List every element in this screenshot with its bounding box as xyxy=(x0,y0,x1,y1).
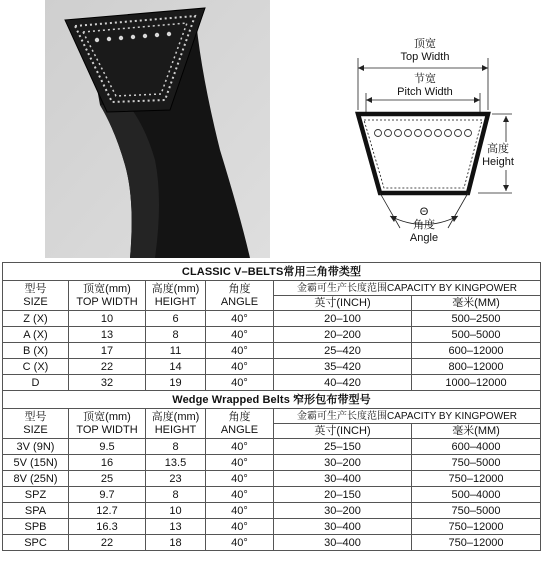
belt-spec-table xyxy=(2,262,541,551)
table-row xyxy=(3,343,541,359)
cell-height: 8 xyxy=(146,487,206,503)
cell-inch: 20–100 xyxy=(274,311,412,327)
cell-inch: 25–150 xyxy=(274,439,412,455)
cell-inch: 30–400 xyxy=(274,471,412,487)
cell-mm: 600–4000 xyxy=(412,439,541,455)
cell-angle: 40° xyxy=(206,327,274,343)
cell-height: 23 xyxy=(146,471,206,487)
cell-top: 9.5 xyxy=(69,439,146,455)
cell-size: D xyxy=(3,375,69,391)
cell-inch: 20–200 xyxy=(274,327,412,343)
table-row xyxy=(3,471,541,487)
cell-angle: 40° xyxy=(206,375,274,391)
cell-top: 16 xyxy=(69,455,146,471)
pitch-width-cn-label: 节宽 xyxy=(414,73,436,85)
cell-mm: 750–12000 xyxy=(412,519,541,535)
cell-mm: 500–2500 xyxy=(412,311,541,327)
cell-height: 10 xyxy=(146,503,206,519)
cell-top: 10 xyxy=(69,311,146,327)
cell-mm: 1000–12000 xyxy=(412,375,541,391)
cell-size: 8V (25N) xyxy=(3,471,69,487)
table-row xyxy=(3,439,541,455)
cell-size: SPB xyxy=(3,519,69,535)
header-angle: 角度 ANGLE xyxy=(206,409,274,439)
wedge-title: Wedge Wrapped Belts 窄形包布带型号 xyxy=(3,391,541,409)
header-top-width: 顶宽(mm) TOP WIDTH xyxy=(69,281,146,311)
table-row xyxy=(3,519,541,535)
header-inch: 英寸(INCH) xyxy=(274,424,412,439)
wedge-title-row xyxy=(3,391,541,409)
angle-symbol-label: Θ xyxy=(419,206,429,218)
cell-angle: 40° xyxy=(206,487,274,503)
cell-top: 22 xyxy=(69,359,146,375)
cell-mm: 750–12000 xyxy=(412,471,541,487)
cell-inch: 30–400 xyxy=(274,519,412,535)
cell-angle: 40° xyxy=(206,535,274,551)
header-angle: 角度 ANGLE xyxy=(206,281,274,311)
cell-size: SPZ xyxy=(3,487,69,503)
cell-top: 13 xyxy=(69,327,146,343)
cell-mm: 600–12000 xyxy=(412,343,541,359)
v-belt-photo xyxy=(45,0,270,258)
cell-height: 11 xyxy=(146,343,206,359)
header-inch: 英寸(INCH) xyxy=(274,296,412,311)
cell-angle: 40° xyxy=(206,343,274,359)
cell-height: 8 xyxy=(146,327,206,343)
table-row xyxy=(3,327,541,343)
table-row xyxy=(3,503,541,519)
belt-cross-section-diagram xyxy=(340,38,520,263)
cell-height: 19 xyxy=(146,375,206,391)
cell-mm: 750–12000 xyxy=(412,535,541,551)
header-mm: 毫米(MM) xyxy=(412,424,541,439)
angle-cn-label: 角度 xyxy=(413,219,435,231)
cell-top: 22 xyxy=(69,535,146,551)
header-capacity: 金霸可生产长度范围CAPACITY BY KINGPOWER xyxy=(274,409,541,424)
cell-height: 18 xyxy=(146,535,206,551)
cell-height: 13 xyxy=(146,519,206,535)
cell-angle: 40° xyxy=(206,311,274,327)
cell-mm: 500–4000 xyxy=(412,487,541,503)
cell-size: SPA xyxy=(3,503,69,519)
cell-size: A (X) xyxy=(3,327,69,343)
cell-top: 9.7 xyxy=(69,487,146,503)
cell-angle: 40° xyxy=(206,439,274,455)
cell-height: 6 xyxy=(146,311,206,327)
header-mm: 毫米(MM) xyxy=(412,296,541,311)
cell-inch: 30–200 xyxy=(274,455,412,471)
height-cn-label: 高度 xyxy=(487,143,509,155)
cell-inch: 25–420 xyxy=(274,343,412,359)
wedge-header-row-1 xyxy=(3,409,541,424)
table-row xyxy=(3,455,541,471)
cell-inch: 35–420 xyxy=(274,359,412,375)
table-row xyxy=(3,535,541,551)
table-row xyxy=(3,311,541,327)
top-width-en-label: Top Width xyxy=(400,51,450,63)
table-row xyxy=(3,359,541,375)
header-height: 高度(mm) HEIGHT xyxy=(146,281,206,311)
classic-title: CLASSIC V–BELTS常用三角带类型 xyxy=(3,263,541,281)
height-en-label: Height xyxy=(482,156,514,168)
top-width-cn-label: 顶宽 xyxy=(414,38,436,50)
cell-angle: 40° xyxy=(206,519,274,535)
cell-height: 13.5 xyxy=(146,455,206,471)
cell-top: 25 xyxy=(69,471,146,487)
table-row xyxy=(3,487,541,503)
cell-size: 3V (9N) xyxy=(3,439,69,455)
cell-mm: 500–5000 xyxy=(412,327,541,343)
cell-height: 8 xyxy=(146,439,206,455)
cell-angle: 40° xyxy=(206,359,274,375)
cell-size: B (X) xyxy=(3,343,69,359)
cell-inch: 30–400 xyxy=(274,535,412,551)
header-height: 高度(mm) HEIGHT xyxy=(146,409,206,439)
cell-mm: 750–5000 xyxy=(412,503,541,519)
cell-angle: 40° xyxy=(206,503,274,519)
cell-mm: 800–12000 xyxy=(412,359,541,375)
cell-size: 5V (15N) xyxy=(3,455,69,471)
cell-top: 16.3 xyxy=(69,519,146,535)
cell-inch: 40–420 xyxy=(274,375,412,391)
classic-title-row xyxy=(3,263,541,281)
cell-size: SPC xyxy=(3,535,69,551)
cell-size: Z (X) xyxy=(3,311,69,327)
cell-mm: 750–5000 xyxy=(412,455,541,471)
cell-inch: 20–150 xyxy=(274,487,412,503)
cell-inch: 30–200 xyxy=(274,503,412,519)
angle-en-label: Angle xyxy=(409,232,439,244)
cell-top: 32 xyxy=(69,375,146,391)
header-size: 型号 SIZE xyxy=(3,281,69,311)
pitch-width-en-label: Pitch Width xyxy=(397,86,453,98)
header-size: 型号 SIZE xyxy=(3,409,69,439)
cell-top: 17 xyxy=(69,343,146,359)
table-row xyxy=(3,375,541,391)
header-capacity: 金霸可生产长度范围CAPACITY BY KINGPOWER xyxy=(274,281,541,296)
classic-header-row-1 xyxy=(3,281,541,296)
cell-top: 12.7 xyxy=(69,503,146,519)
cell-angle: 40° xyxy=(206,471,274,487)
header-top-width: 顶宽(mm) TOP WIDTH xyxy=(69,409,146,439)
cell-size: C (X) xyxy=(3,359,69,375)
cell-height: 14 xyxy=(146,359,206,375)
cell-angle: 40° xyxy=(206,455,274,471)
